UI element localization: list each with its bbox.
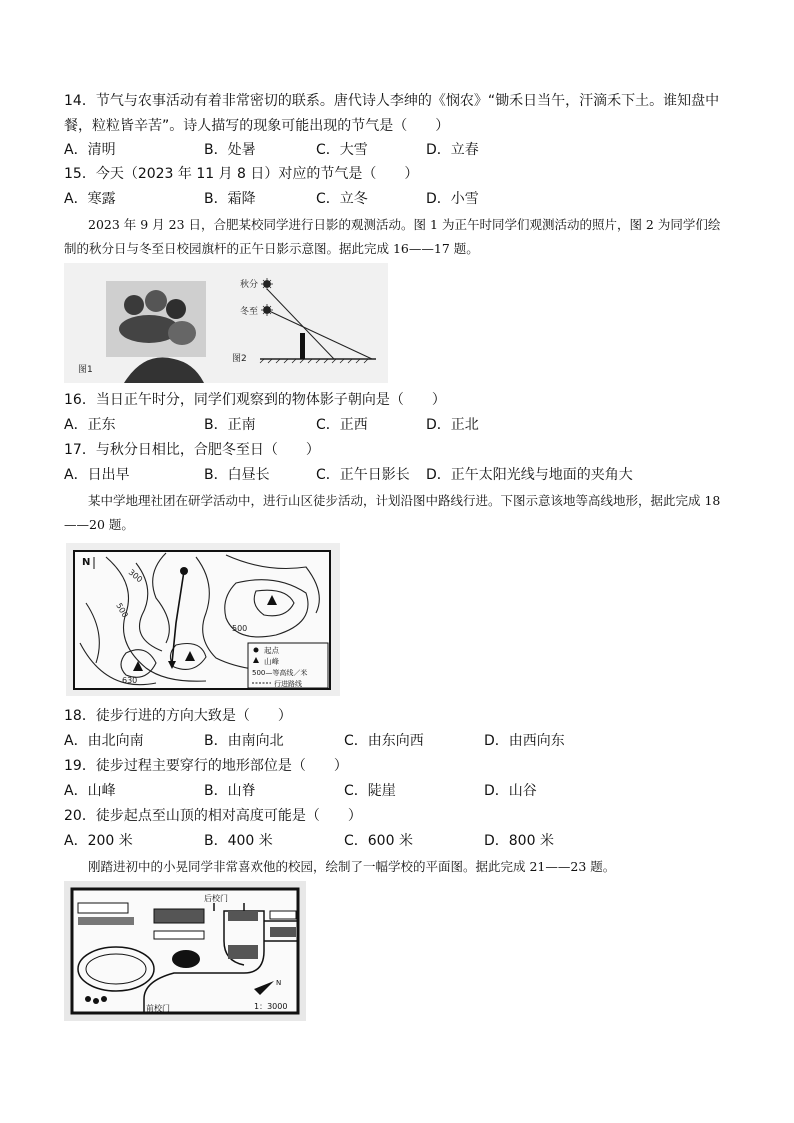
q14-option-a[interactable]: A．清明 <box>64 142 116 158</box>
legend-start: 起点 <box>264 646 279 655</box>
q17-option-b[interactable]: B．白昼长 <box>204 467 270 483</box>
building <box>228 945 258 959</box>
contour-label: 630 <box>122 676 138 685</box>
q14-option-b[interactable]: B．处暑 <box>204 142 256 158</box>
question-16-stem: 16．当日正午时分，同学们观察到的物体影子朝向是（ ） <box>64 392 446 408</box>
q14-option-c[interactable]: C．大雪 <box>316 142 368 158</box>
q16-option-b[interactable]: B．正南 <box>204 417 256 433</box>
legend-peak: 山峰 <box>264 657 279 666</box>
intro-18-20: 某中学地理社团在研学活动中，进行山区徒步活动，计划沿图中路线行进。下图示意该地等高线地形，据此完成 18——20 题。 <box>64 493 721 532</box>
q20-option-c[interactable]: C．600 米 <box>344 833 413 849</box>
pond <box>172 950 200 968</box>
question-18-stem: 18．徒步行进的方向大致是（ ） <box>64 708 292 724</box>
q19-option-c[interactable]: C．陡崖 <box>344 783 396 799</box>
flagpole <box>300 333 305 359</box>
q15-option-a[interactable]: A．寒露 <box>64 191 116 207</box>
legend-route: 行进路线 <box>274 680 302 688</box>
back-gate-label: 后校门 <box>204 894 228 903</box>
building <box>270 911 296 919</box>
intro-16-17: 2023 年 9 月 23 日，合肥某校同学进行日影的观测活动。图 1 为正午时同学们观测活动的照片，图 2 为同学们绘制的秋分日与冬至日校园旗杆的正午日影示意图。据此完成 16——17 题。 <box>64 217 721 256</box>
contour-label: 500 <box>232 624 248 633</box>
q17-option-a[interactable]: A．日出早 <box>64 467 130 483</box>
contour-label: 500 <box>114 601 130 620</box>
sun-icon <box>261 304 273 316</box>
school-north-label: N <box>276 979 282 987</box>
question-20-stem: 20．徒步起点至山顶的相对高度可能是（ ） <box>64 808 362 824</box>
fig1-label: 图1 <box>78 365 93 375</box>
question-14-stem: 14．节气与农事活动有着非常密切的联系。唐代诗人李绅的《悯农》“锄禾日当午，汗滴禾下土。谁知盘中餐，粒粒皆辛苦”。诗人描写的现象可能出现的节气是（ ） <box>64 93 720 134</box>
contour-map-svg <box>66 543 340 696</box>
building <box>228 911 258 921</box>
q16-option-a[interactable]: A．正东 <box>64 417 116 433</box>
contour-map <box>66 543 340 696</box>
q18-option-b[interactable]: B．由南向北 <box>204 733 284 749</box>
autumn-equinox-label: 秋分 <box>240 280 259 290</box>
q18-option-d[interactable]: D．由西向东 <box>484 733 565 749</box>
q18-option-a[interactable]: A．由北向南 <box>64 733 144 749</box>
winter-solstice-label: 冬至 <box>240 307 259 317</box>
q19-option-d[interactable]: D．山谷 <box>484 783 537 799</box>
legend-contour: 500—等高线／米 <box>252 669 308 677</box>
q19-option-a[interactable]: A．山峰 <box>64 783 116 799</box>
q14-option-d[interactable]: D．立春 <box>426 142 479 158</box>
school-map <box>64 881 306 1021</box>
q17-option-d[interactable]: D．正午太阳光线与地面的夹角大 <box>426 467 633 483</box>
building <box>78 917 134 925</box>
figure-1-2-svg <box>64 263 388 383</box>
start-point <box>180 567 188 575</box>
north-label: N <box>82 557 91 568</box>
building <box>270 927 296 937</box>
q16-option-d[interactable]: D．正北 <box>426 417 479 433</box>
q15-option-b[interactable]: B．霜降 <box>204 191 256 207</box>
question-17-stem: 17．与秋分日相比，合肥冬至日（ ） <box>64 442 320 458</box>
question-15-stem: 15．今天（2023 年 11 月 8 日）对应的节气是（ ） <box>64 166 419 182</box>
figure-1-2 <box>64 263 388 383</box>
sun-icon <box>261 278 273 290</box>
building <box>78 903 128 913</box>
q20-option-d[interactable]: D．800 米 <box>484 833 554 849</box>
winter-sun-ray <box>267 310 372 359</box>
building <box>154 909 204 923</box>
building <box>154 931 204 939</box>
school-map-svg <box>64 881 306 1021</box>
scale-label: 1：3000 <box>254 1002 288 1011</box>
q17-option-c[interactable]: C．正午日影长 <box>316 467 410 483</box>
fig2-label: 图2 <box>232 354 247 364</box>
question-19-stem: 19．徒步过程主要穿行的地形部位是（ ） <box>64 758 348 774</box>
q16-option-c[interactable]: C．正西 <box>316 417 368 433</box>
q19-option-b[interactable]: B．山脊 <box>204 783 256 799</box>
q15-option-c[interactable]: C．立冬 <box>316 191 368 207</box>
q20-option-b[interactable]: B．400 米 <box>204 833 273 849</box>
intro-21-23: 刚踏进初中的小晃同学非常喜欢他的校园，绘制了一幅学校的平面图。据此完成 21——23 题。 <box>88 859 616 874</box>
q18-option-c[interactable]: C．由东向西 <box>344 733 424 749</box>
q20-option-a[interactable]: A．200 米 <box>64 833 133 849</box>
contour-label: 300 <box>126 567 145 585</box>
front-gate-label: 前校门 <box>146 1004 170 1013</box>
q15-option-d[interactable]: D．小雪 <box>426 191 479 207</box>
